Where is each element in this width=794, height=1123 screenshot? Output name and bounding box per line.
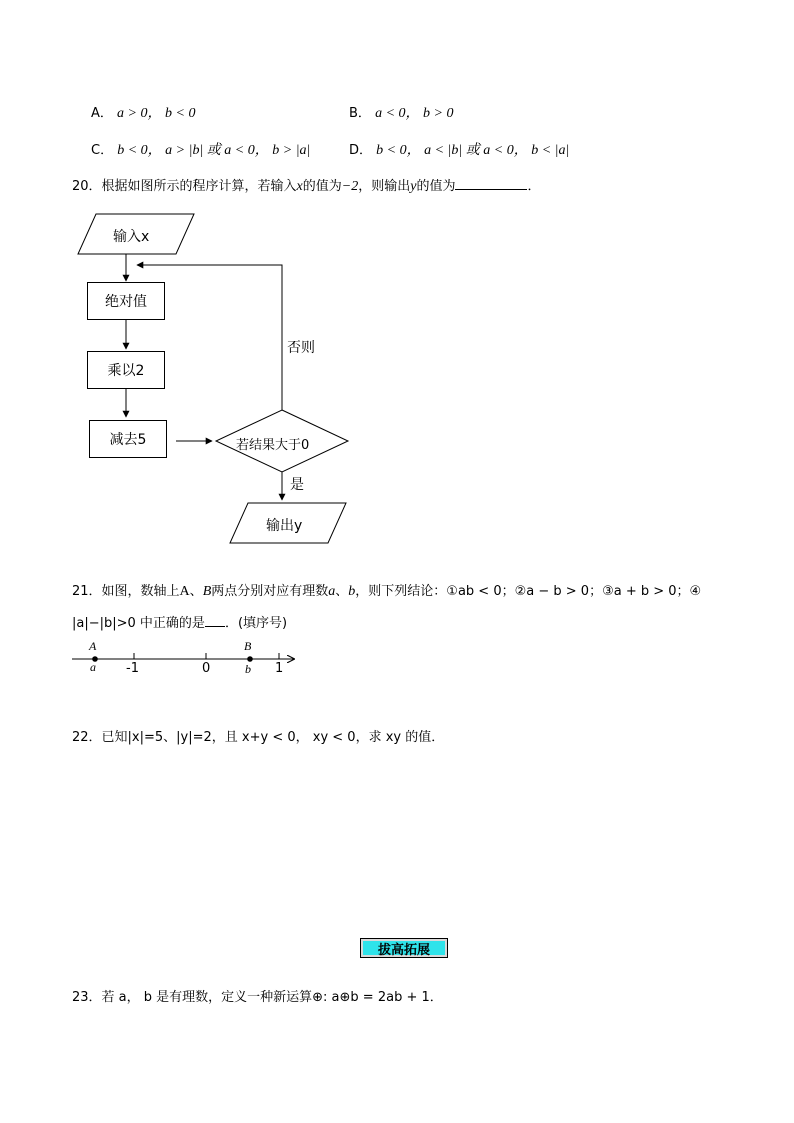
tick-1-label: 1 <box>275 661 284 676</box>
option-c-condition: b < 0， a > |b| 或 a < 0， b > |a| <box>117 143 311 158</box>
q21-point-a: A <box>179 584 190 599</box>
q20-var-x: x <box>296 179 303 194</box>
point-b-upper: B <box>244 639 252 653</box>
q21-conclusion-1: ①ab < 0； <box>446 584 515 599</box>
q23-text: 23．若 a， b 是有理数，定义一种新运算⊕: a⊕b = 2ab + 1． <box>72 990 443 1005</box>
option-a-condition: a > 0， b < 0 <box>117 106 196 121</box>
flow-output-label: 输出y <box>266 518 303 534</box>
point-b-lower: b <box>245 662 251 676</box>
option-a-label: A． <box>91 106 113 121</box>
q21-text-b: 两点分别对应有理数 <box>211 584 329 599</box>
q20-text-after: 的值为 <box>416 179 456 194</box>
q21-conclusion-4-num: ④ <box>689 584 702 599</box>
q20-input-value: −2 <box>341 179 359 194</box>
tick-neg1-label: -1 <box>126 661 139 676</box>
q20-var-y: y <box>410 179 417 194</box>
q21-sep2: 、 <box>335 584 349 599</box>
q21-text-c: ，则下列结论： <box>355 584 447 599</box>
q20-text-before: 20．根据如图所示的程序计算，若输入 <box>72 179 297 194</box>
section-banner-label: 拔高拓展 <box>363 941 445 955</box>
flow-minus5-label: 减去5 <box>109 432 147 448</box>
q22-text: 22．已知|x|=5、|y|=2，且 x+y < 0， xy < 0，求 xy 的值． <box>72 730 445 745</box>
point-b-dot <box>247 656 253 662</box>
q21-var-b: b <box>348 584 356 599</box>
q21-conclusion-2: ②a − b > 0； <box>514 584 603 599</box>
option-b-label: B． <box>349 106 371 121</box>
point-a-upper: A <box>89 639 97 653</box>
point-a-lower: a <box>90 660 96 674</box>
q20-end: ． <box>527 179 541 194</box>
q21-text-a: 21．如图，数轴上 <box>72 584 180 599</box>
flow-yes-label: 是 <box>290 477 304 493</box>
q21-line2-end: ．(填序号) <box>224 616 288 631</box>
flow-input-label: 输入x <box>113 229 150 245</box>
option-d-condition: b < 0， a < |b| 或 a < 0， b < |a| <box>376 143 570 158</box>
question-22 <box>72 726 444 745</box>
option-d-label: D． <box>349 143 373 158</box>
q20-text-mid1: 的值为 <box>302 179 342 194</box>
flow-abs-label: 绝对值 <box>105 294 147 310</box>
q21-line2-text: |a|−|b|>0 中正确的是 <box>72 616 205 631</box>
q21-var-a: a <box>328 584 336 599</box>
q21-sep: 、 <box>189 584 203 599</box>
q21-point-b: B <box>202 584 212 599</box>
section-banner <box>360 938 448 958</box>
flow-times2-label: 乘以2 <box>107 363 145 379</box>
option-b-condition: a < 0， b > 0 <box>375 106 454 121</box>
tick-0-label: 0 <box>202 661 211 676</box>
q21-conclusion-3: ③a + b > 0； <box>602 584 690 599</box>
question-23 <box>72 986 443 1005</box>
flow-condition-label: 若结果大于0 <box>236 438 310 453</box>
q20-text-mid2: ，则输出 <box>358 179 411 194</box>
flow-else-label: 否则 <box>287 340 315 356</box>
option-c-label: C． <box>91 143 114 158</box>
